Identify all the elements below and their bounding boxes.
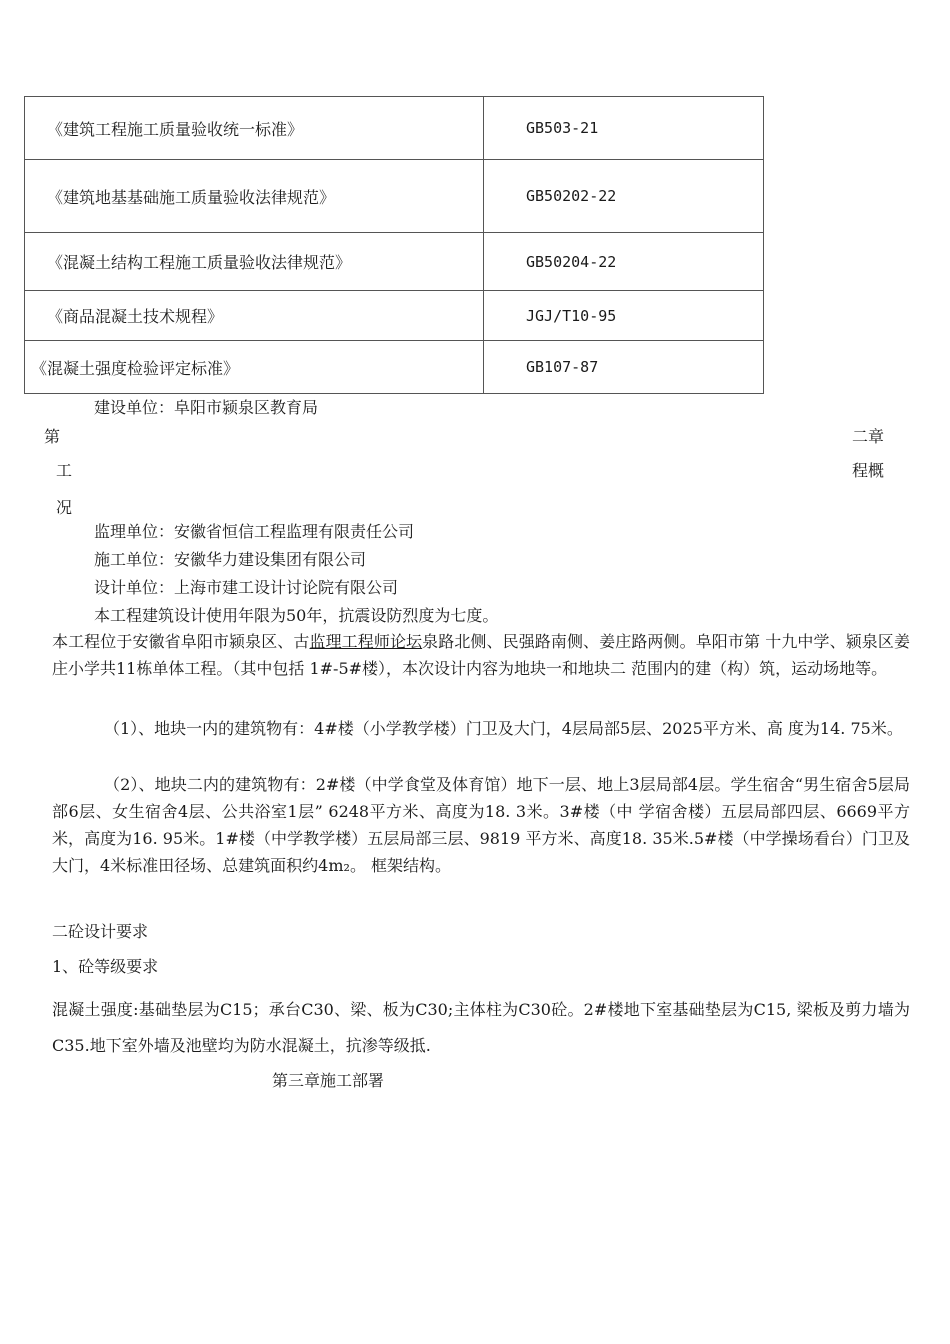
- section-subheading: 1、砼等级要求: [52, 957, 159, 976]
- design-life: 本工程建筑设计使用年限为50年，抗震设防烈度为七度。: [94, 606, 499, 625]
- design-unit: 设计单位：上海市建工设计讨论院有限公司: [94, 578, 399, 597]
- chapter3-heading: 第三章施工部署: [272, 1071, 385, 1090]
- construction-owner: 建设单位：阜阳市颍泉区教育局: [94, 398, 319, 417]
- table-row: [25, 341, 764, 394]
- chapter2-heading-part: 第: [44, 427, 61, 446]
- block1-paragraph: （1）、地块一内的建筑物有：4#楼（小学教学楼）门卫及大门，4层局部5层、2025平方米、高 度为14. 75米。: [104, 719, 903, 738]
- standard-name: 《商品混凝土技术规程》: [25, 291, 484, 341]
- standard-name: 《混凝土强度检验评定标准》: [25, 341, 484, 394]
- standard-name: 《建筑地基基础施工质量验收法律规范》: [25, 160, 484, 233]
- standard-code: JGJ/T10-95: [484, 291, 764, 341]
- chapter2-heading-part: 工: [56, 461, 73, 480]
- chapter2-heading-part: 二章: [852, 427, 885, 446]
- location-text: 泉路北侧、民强路南侧、姜庄路两侧。阜阳市第 十九中学、颍泉区姜庄小学共11栋单体工程。（其中包括 1#-5#楼），本次设计内容为地块一和地块二 范围内的建（构）筑，运动场地等。: [52, 632, 910, 678]
- chapter2-heading-part: 况: [56, 498, 73, 517]
- standard-code: GB107-87: [484, 341, 764, 394]
- section-heading: 二砼设计要求: [52, 922, 149, 941]
- location-text: 本工程位于安徽省阜阳市颍泉区、古: [52, 632, 310, 651]
- supervision-unit: 监理单位：安徽省恒信工程监理有限责任公司: [94, 522, 415, 541]
- standard-code: GB50204-22: [484, 233, 764, 291]
- table-row: [25, 97, 764, 160]
- block2-paragraph: （2）、地块二内的建筑物有：2#楼（中学食堂及体育馆）地下一层、地上3层局部4层。学生宿舍“男生宿舍5层局部6层、女生宿舍4层、公共浴室1层” 6248平方米、高度为18. 3米。3#楼（中 学宿舍楼）五层局部四层、6669平方米，高度为16. 95米。1#楼（中学教学楼）五层局部三层、9819 平方米、高度18. 35米.5#楼（中学操场看台）门卫及大门，4米标准田径场、总建筑面积约4m₂。 框架结构。: [52, 775, 910, 875]
- standard-code: GB50202-22: [484, 160, 764, 233]
- standard-name: 《混凝土结构工程施工质量验收法律规范》: [25, 233, 484, 291]
- chapter2-heading-part: 程概: [852, 461, 885, 480]
- construction-unit: 施工单位：安徽华力建设集团有限公司: [94, 550, 367, 569]
- standard-code: GB503-21: [484, 97, 764, 160]
- location-paragraph: [52, 628, 910, 682]
- forum-link[interactable]: 监理工程师论坛: [309, 632, 423, 651]
- standard-name: 《建筑工程施工质量验收统一标准》: [25, 97, 484, 160]
- table-row: [25, 160, 764, 233]
- table-row: [25, 233, 764, 291]
- concrete-requirements: 混凝土强度:基础垫层为C15；承台C30、梁、板为C30;主体柱为C30砼。2#楼地下室基础垫层为C15, 梁板及剪力墙为C35.地下室外墙及池壁均为防水混凝土，抗渗等级抵.: [52, 1000, 910, 1055]
- standards-table: [24, 96, 764, 394]
- table-row: [25, 291, 764, 341]
